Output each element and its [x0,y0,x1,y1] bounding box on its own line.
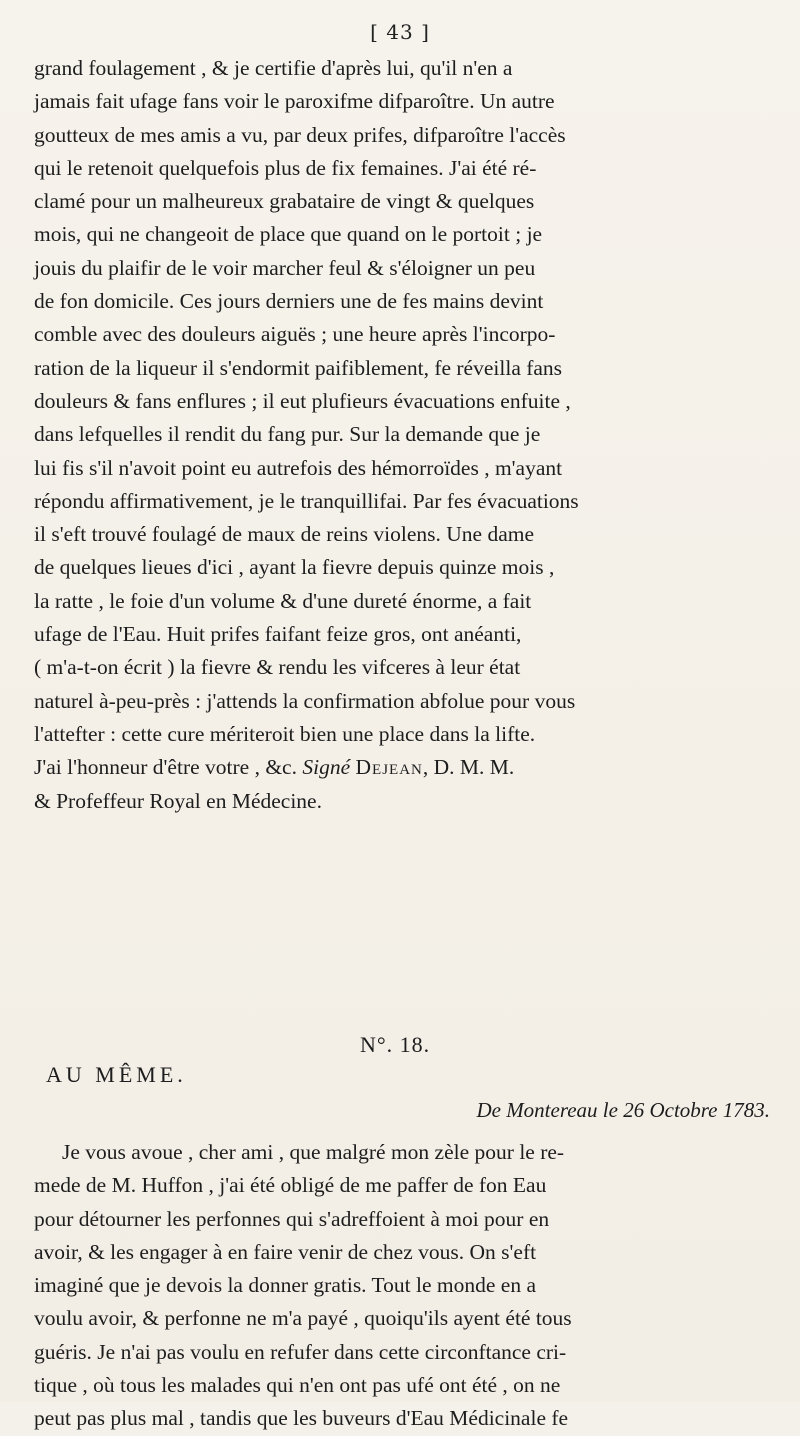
text-line: jouis du plaifir de le voir marcher feul & s'éloigner un peu [34,255,536,280]
text-line: ufage de l'Eau. Huit prifes faifant feize gros, ont anéanti, [34,622,522,647]
closing-text: J'ai l'honneur d'être votre , &c. [34,755,297,780]
page-number: [ 43 ] [370,20,430,44]
text-line: qui le retenoit quelquefois plus de fix femaines. J'ai été ré- [34,155,537,180]
text-line: de fon domicile. Ces jours derniers une de fes mains devint [34,289,544,314]
text-line: Je vous avoue , cher ami , que malgré mon zèle pour le re- [62,1140,565,1164]
text-line: dans lefquelles il rendit du fang pur. Sur la demande que je [34,422,541,447]
text-line: goutteux de mes amis a vu, par deux prifes, difparoître l'accès [34,122,566,147]
letter-dateline: De Montereau le 26 Octobre 1783. [476,1098,770,1122]
text-line: imaginé que je devois la donner gratis. Tout le monde en a [34,1273,537,1298]
text-line: douleurs & fans enflures ; il eut plufieurs évacuations enfuite , [34,388,571,413]
signature-title: , D. M. M. [422,755,515,780]
letter-18-body [34,1136,770,1436]
signature: Dejean [355,755,423,780]
text-line: la ratte , le foie d'un volume & d'une dureté énorme, a fait [34,588,532,613]
signed-label: Signé [302,755,351,780]
text-line: voulu avoir, & perfonne ne m'a payé , quoiqu'ils ayent été tous [34,1306,572,1331]
text-line: tique , où tous les malades qui n'en ont pas ufé ont été , on ne [34,1373,561,1398]
text-line: jamais fait ufage fans voir le paroxifme difparoître. Un autre [34,89,555,114]
text-line: mois, qui ne changeoit de place que quand on le portoit ; je [34,222,543,247]
letter-recipient: AU MÊME. [46,1062,187,1087]
text-line: l'attefter : cette cure mériteroit bien une place dans la lifte. [34,721,536,746]
text-line: pour détourner les perfonnes qui s'adreffoient à moi pour en [34,1206,550,1231]
text-line: grand foulagement , & je certifie d'après lui, qu'il n'en a [34,56,513,80]
text-line: comble avec des douleurs aiguës ; une heure après l'incorpo- [34,322,556,347]
letter-number: N°. 18. [360,1032,431,1057]
text-line: & Profeffeur Royal en Médecine. [34,788,322,813]
text-line: il s'eft trouvé foulagé de maux de reins violens. Une dame [34,522,535,547]
text-line: lui fis s'il n'avoit point eu autrefois des hémorroïdes , m'ayant [34,455,563,480]
text-line: guéris. Je n'ai pas voulu en refufer dans cette circonftance cri- [34,1339,567,1364]
text-line: ration de la liqueur il s'endormit paifiblement, fe réveilla fans [34,355,563,380]
text-line: ( m'a-t-on écrit ) la fievre & rendu les vifceres à leur état [34,655,521,680]
text-line: peut pas plus mal , tandis que les buveurs d'Eau Médicinale fe [34,1406,569,1431]
letter-17-body [34,52,770,818]
text-line: mede de M. Huffon , j'ai été obligé de me paffer de fon Eau [34,1173,547,1198]
text-line: avoir, & les engager à en faire venir de chez vous. On s'eft [34,1239,537,1264]
text-line: naturel à-peu-près : j'attends la confirmation abfolue pour vous [34,688,576,713]
text-line: de quelques lieues d'ici , ayant la fievre depuis quinze mois , [34,555,555,580]
closing-line [34,751,770,784]
text-line: répondu affirmativement, je le tranquillifai. Par fes évacuations [34,488,579,513]
text-line: clamé pour un malheureux grabataire de vingt & quelques [34,189,535,214]
